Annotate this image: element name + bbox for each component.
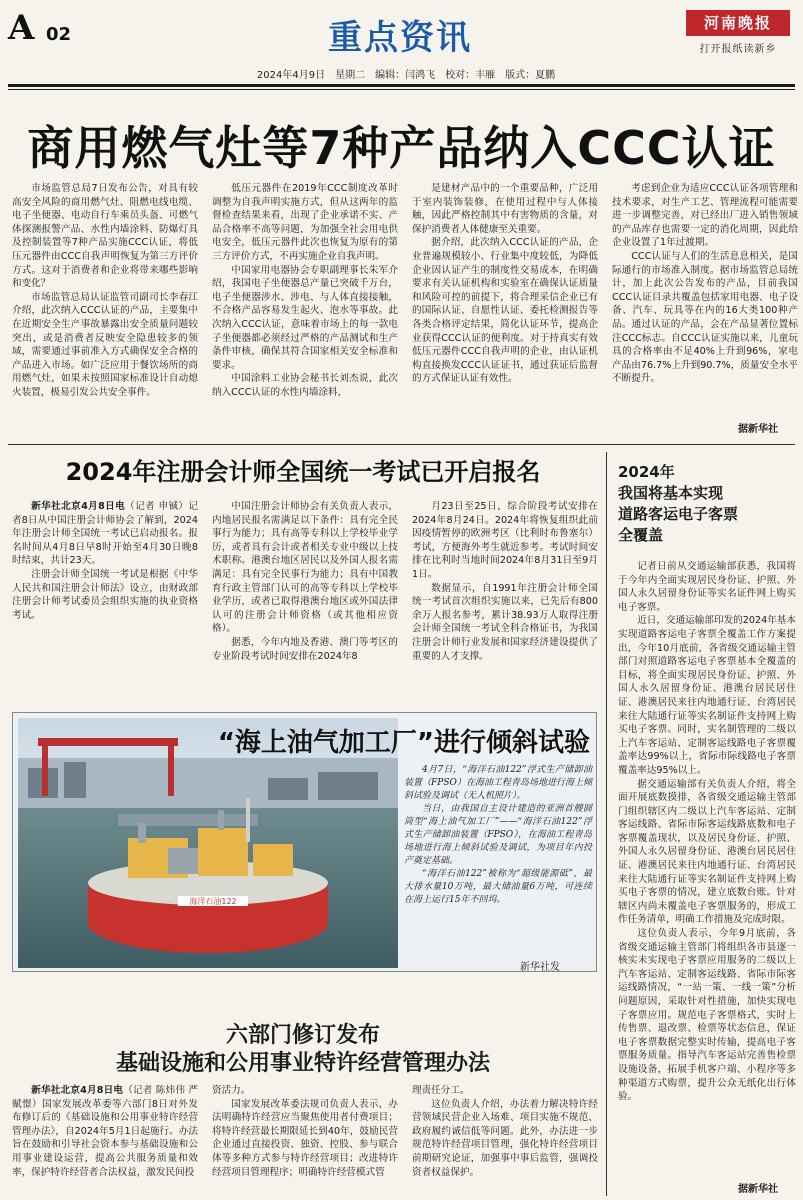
dateline: 新华社北京4月8日电 — [31, 1085, 124, 1096]
article2-column-1 — [12, 500, 198, 622]
masthead-divider — [8, 84, 795, 87]
paragraph: 市场监管总局认证监管司副司长李春江介绍，此次纳入CCC认证的产品，主要集中在近期安全生产事故暴露出安全质量问题较突出，或是消费者反映安全隐患较多的领域，需要通过事前准入方式确保安全合格的产品进入市场。如广泛应用于餐饮场所的商用燃气灶，如果未按照国家标准设计自动熄火装置，极易引发公共安全事件。 — [12, 291, 198, 398]
paragraph: 记者日前从交通运输部获悉，我国将于今年内全面实现居民身份证、护照、外国人永久居留身份证等实名证件网上购买电子客票。 — [618, 561, 796, 613]
ship-hull-label: 海洋石油122 — [189, 897, 237, 906]
article2-column-2 — [212, 500, 398, 663]
article3-column-3 — [412, 1084, 598, 1179]
paragraph: 中国家用电器协会专职副理事长朱军介绍，我国电子坐便器总产量已突破千万台，电子坐便器涉水、涉电、与人体直接接触，不合格产品容易发生起火、泡水等事故。此次纳入CCC认证，意味着市场上的每一款电子坐便器都必须经过严格的产品测试和生产条件审核，确保其符合国家相关安全标准和要求。 — [212, 264, 398, 371]
article2-column-3 — [412, 500, 598, 663]
brand-slogan: 打开报纸读新乡 — [699, 44, 777, 55]
divider — [8, 444, 795, 445]
paragraph: CCC认证与人们的生活息息相关，是国际通行的市场准入制度。据市场监管总局统计，加上此次公告发布的产品，目前我国CCC认证目录共覆盖包括家用电器、电子设备、汽车、玩具等在内的16大类100种产品。通过认证的产品，会在产品显著位置标注CCC标志。自CCC认证实施以来，儿童玩具的合格率由不足40%上升到96%，家电产品由76.7%上升到90.7%，质量安全水平不断提升。 — [612, 250, 798, 385]
feature-credit: 新华社发 — [520, 962, 560, 973]
paragraph: 考虑到企业为适应CCC认证各项管理和技术要求，对生产工艺、管理流程可能需要进一步调整完善，对已经出厂进入销售领域的产品库存也需要一定的消化周期，因此给企业设置了1年过渡期。 — [612, 183, 798, 249]
paragraph-text: （记者 申铖）记者8日从中国注册会计师协会了解到，2024年注册会计师全国统一考试已启动报名。报名时间从4月8日早8时开始至4月30日晚8时结束，共计23天。 — [12, 501, 198, 567]
brand-logo: 河南晚报 — [686, 10, 790, 36]
paragraph — [12, 500, 198, 568]
sidebar-title-line: 道路客运电子客票 — [618, 505, 739, 523]
sidebar-credit: 据新华社 — [738, 1184, 778, 1195]
paragraph: 是建材产品中的一个重要品种，广泛用于室内装饰装修，在使用过程中与人体接触，因此严格控制其中有害物质的含量，对保护消费者人体健康至关重要。 — [412, 183, 598, 235]
paragraph: 中国涂料工业协会秘书长刘杰说，此次纳入CCC认证的水性内墙涂料， — [212, 373, 398, 398]
paragraph: 数据显示，自1991年注册会计师全国统一考试首次组织实施以来，已先后有800余万人报名参考，累计38.93万人取得注册会计师全国统一考试全科合格证书，为我国注册会计师行业发展和国家经济建设提供了重要的人才支撑。 — [412, 582, 598, 662]
article1-column-4 — [612, 182, 798, 386]
headline-ccc: 商用燃气灶等7种产品纳入CCC认证 — [27, 121, 776, 175]
section-title: 重点资讯 — [328, 18, 472, 58]
paragraph: 理责任分工。 — [412, 1085, 470, 1096]
paragraph: 低压元器件在2019年CCC制度改革时调整为自我声明实施方式，但从这两年的监督检查结果来看，出现了企业承诺不实、产品合格率不高等问题，为加强全社会用电供电安全，低压元器件此次也恢复为原有的第三方评价方式，不再实施企业自我声明。 — [212, 183, 398, 262]
paragraph: 资活力。 — [212, 1085, 251, 1096]
paragraph: 4月7日，“海洋石油122”浮式生产储卸油装置（FPSO）在海油工程青岛场地进行海上倾斜试验及调试（无人机照片）。 — [404, 765, 592, 801]
paragraph: 这位负责人介绍，办法着力解决特许经营领域民营企业入场难、项目实施不规范、政府履约诚信低等问题。此外，办法进一步规范特许经营项目管理，强化特许经营项目前期研究论证，加强事中事后监管，强调投资者权益保护。 — [412, 1098, 598, 1178]
paragraph: “海洋石油122”被称为“超级能源砥”，最大排水量10万吨，最大储油量6万吨，可连续在海上运行15年不回坞。 — [404, 869, 592, 905]
article3-column-1 — [12, 1084, 198, 1179]
paragraph: 月23日至25日，综合阶段考试安排在2024年8月24日。2024年将恢复组织此前因疫情暂停的欧洲考区（比利时布鲁塞尔）考试，方便海外考生就近参考。考试时间安排在比利时当地时间2024年8月31日至9月1日。 — [412, 501, 598, 580]
headline-cpa-exam: 2024年注册会计师全国统一考试已开启报名 — [65, 458, 541, 486]
sidebar-body — [618, 560, 796, 1104]
article1-column-3 — [412, 182, 598, 386]
sidebar-title-year: 2024年 — [618, 463, 675, 481]
article1-column-2 — [212, 182, 398, 400]
article1-column-1 — [12, 182, 198, 400]
issue-meta: 2024年4月9日 星期二 编辑：闫鸿飞 校对：丰雁 版式：夏鹏 — [256, 70, 556, 81]
sidebar-title-line: 全覆盖 — [618, 526, 664, 544]
feature-caption — [404, 764, 592, 907]
sidebar-divider — [606, 452, 607, 1196]
paragraph: 注册会计师全国统一考试是根据《中华人民共和国注册会计师法》设立，由财政部注册会计师考试委员会组织实施的执业资格考试。 — [12, 568, 198, 621]
paragraph: 据悉，今年内地及香港、澳门等考区的专业阶段考试时间安排在2024年8 — [212, 636, 398, 662]
paragraph: 当日，由我国自主设计建造的亚洲首艘圆筒型“海上油气加工厂”——“海洋石油122”浮式生产储卸油装置（FPSO），在海油工程青岛场地进行海上倾斜试验及调试，为项目年内投产奠定基础。 — [404, 804, 592, 866]
paragraph — [12, 1084, 198, 1179]
article3-column-2 — [212, 1084, 398, 1179]
sidebar-title — [618, 462, 798, 546]
feature-title: “海上油气加工厂”进行倾斜试验 — [217, 728, 590, 758]
article1-credit: 据新华社 — [738, 424, 778, 435]
headline-franchise-line2: 基础设施和公用事业特许经营管理办法 — [115, 1051, 490, 1076]
paragraph: 近日，交通运输部印发的2024年基本实现道路客运电子客票全覆盖工作方案提出，今年10月底前，各省级交通运输主管部门对照道路客运电子客票基本全覆盖的目标，将全面实现居民身份证、护照、外国人永久居留身份证、港澳台居民居住证、港澳居民来往内地通行证、台湾居民来往大陆通行证等实名制证件支持网上购买电子客票。同时，实名制管理的二级以上汽车客运站、定制客运线路电子客票覆盖率达99%以上，省际市际线路电子客票覆盖率达95%以上。 — [618, 615, 796, 776]
paragraph: 市场监管总局7日发布公告，对具有较高安全风险的商用燃气灶、阻燃电线电缆、电子坐便器、电动自行车乘员头盔、可燃气体探测报警产品、水性内墙涂料、防爆灯具及控制装置等7种产品实施CCC认证，将低压元器件由CCC自我声明恢复为第三方评价方式。这对于消费者和企业将带来哪些影响和变化？ — [12, 183, 198, 290]
page-letter: A — [8, 8, 35, 48]
page-number: 02 — [46, 24, 72, 45]
paragraph: 中国注册会计师协会有关负责人表示，内地居民报名需满足以下条件：具有完全民事行为能力；具有高等专科以上学校毕业学历，或者具有会计或者相关专业中级以上技术职称。港澳台地区居民以及外国人报名需满足：具有完全民事行为能力；具有中国教育行政主管部门认可的高等专科以上学校毕业学历，或者已取得港澳台地区或外国法律认可的注册会计师资格（或其他相应资格）。 — [212, 501, 398, 635]
dateline: 新华社北京4月8日电 — [31, 501, 126, 512]
paragraph: 据介绍，此次纳入CCC认证的产品，企业普遍规模较小、行业集中度较低，为降低企业因认证产生的制度性交易成本，在明确要求有关认证机构和实验室在确保认证质量和风险可控的前提下，将合理采信企业已有的国际认证、自愿性认证、委托检测报告等各类合格评定结果，简化认证环节，提高企业获得CCC认证的便利度。对于持真实有效低压元器件CCC自我声明的企业，由认证机构直接换发CCC认证证书，通过获证后监督的方式保证认证有效性。 — [412, 237, 598, 385]
paragraph-text: （记者 陈炜伟 严赋憬）国家发展改革委等六部门8日对外发布修订后的《基础设施和公用事业特许经营管理办法》，自2024年5月1日起施行。办法旨在鼓励和引导社会资本参与基础设施和公用事业建设运营，提高公共服务质量和效率，保护特许经营者合法权益，激发民间投 — [12, 1085, 198, 1178]
paragraph: 国家发展改革委法规司负责人表示，办法明确特许经营应当聚焦使用者付费项目；将特许经营最长期限延长到40年，鼓励民营企业通过直接投资、独资、控股、参与联合体等多种方式参与特许经营项目；改进特许经营项目管理程序；明确特许经营模式管 — [212, 1098, 398, 1178]
paragraph: 这位负责人表示，今年9月底前，各省级交通运输主管部门将组织各市县逐一核实未实现电子客票应用服务的二级以上汽车客运站、定制客运线路、省际市际客运线路情况，“一站一策、一线一策”分析问题原因，采取针对性措施，加快实现电子客票应用。规范电子客票格式，实时上传售票、退改票、检票等状态信息，保证电子客票数据完整实时传输，提高电子客票服务质量。指导汽车客运站完善售检票设施设备，拓展手机客户端、小程序等多种渠道方式购票，提升公众无纸化出行体验。 — [618, 928, 796, 1103]
headline-franchise-line1: 六部门修订发布 — [225, 1023, 380, 1048]
masthead-divider-thin — [8, 89, 795, 90]
paragraph: 据交通运输部有关负责人介绍，将全面开展底数摸排，各省级交通运输主管部门组织辖区内二级以上汽车客运站、定制客运线路、省际市际客运线路底数和电子客票覆盖现状，以及居民身份证、护照、外国人永久居留身份证、港澳台居民居住证、港澳居民来往内地通行证、台湾居民来往大陆通行证等实名制证件支持网上购买电子客票的情况，建立底数台账。针对辖区内尚未覆盖电子客票服务的，形成工作任务清单，明确工作措施及完成时限。 — [618, 778, 796, 926]
sidebar-title-line: 我国将基本实现 — [618, 484, 724, 502]
